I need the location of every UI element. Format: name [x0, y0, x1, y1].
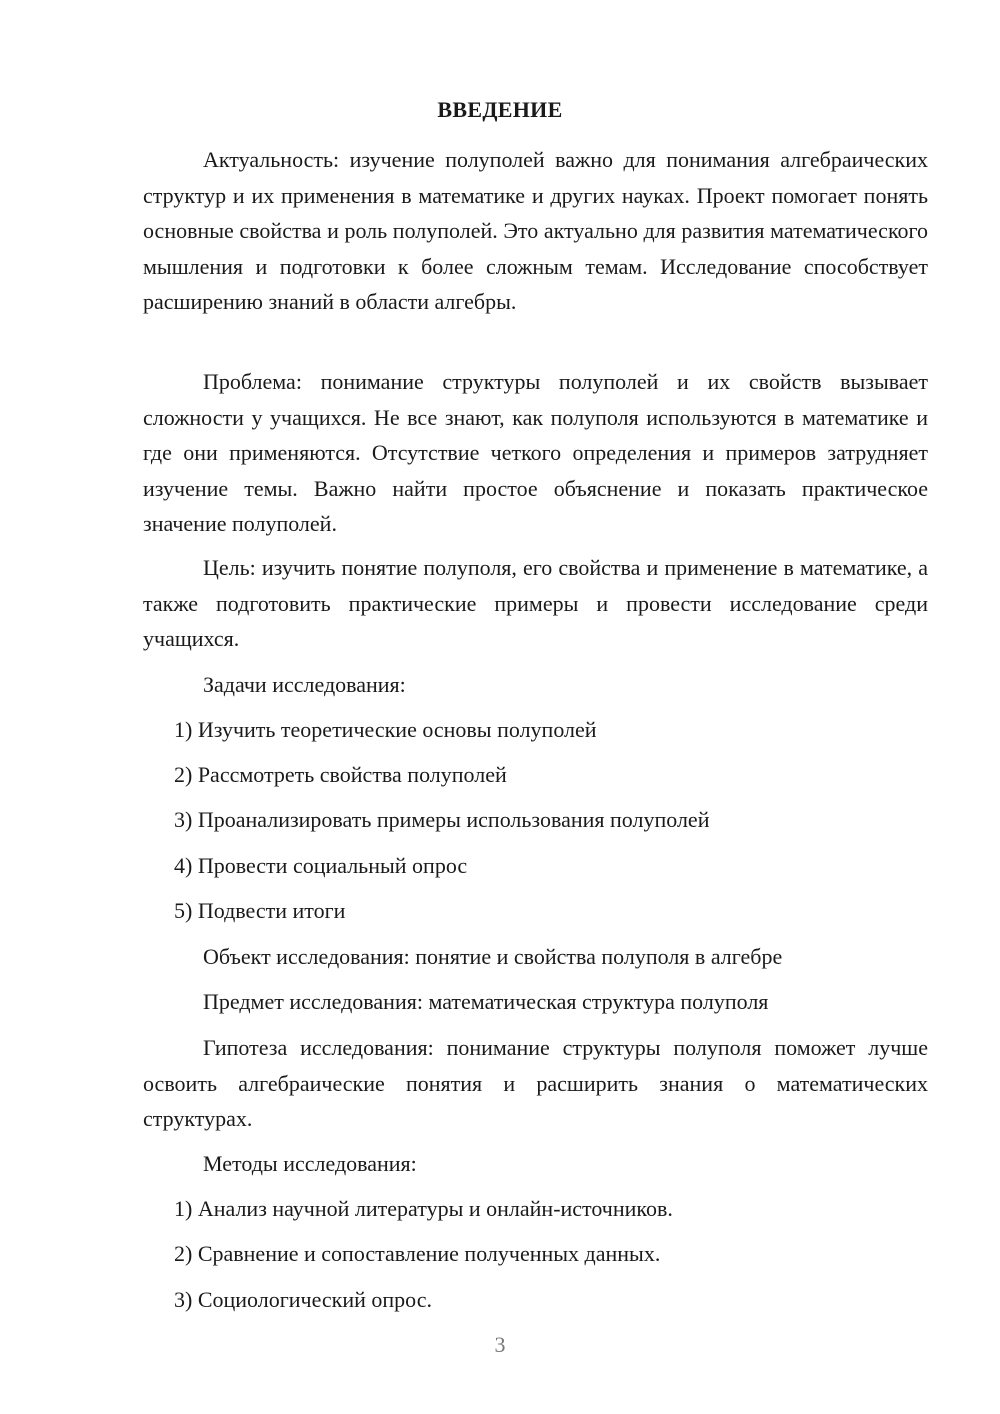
page-title: ВВЕДЕНИЕ [437, 97, 563, 122]
goal-paragraph: Цель: изучить понятие полуполя, его свойства и применение в математике, а также подготовить практические примеры и провести исследование среди учащихся. [143, 555, 928, 651]
subject-line: Предмет исследования: математическая структура полуполя [203, 989, 769, 1014]
method-item: 3) Социологический опрос. [174, 1287, 432, 1312]
method-item: 2) Сравнение и сопоставление полученных данных. [174, 1241, 661, 1266]
object-line: Объект исследования: понятие и свойства полуполя в алгебре [203, 944, 783, 969]
task-item: 1) Изучить теоретические основы полуполей [174, 717, 597, 742]
methods-heading: Методы исследования: [203, 1151, 417, 1176]
problem-paragraph: Проблема: понимание структуры полуполей и их свойств вызывает сложности у учащихся. Не все знают, как полуполя используются в математике и где они применяются. Отсутствие четкого определения и примеров затрудняет изучение темы. Важно найти простое объяснение и показать практическое значение полуполей. [143, 369, 928, 536]
task-item: 5) Подвести итоги [174, 898, 346, 923]
method-item: 1) Анализ научной литературы и онлайн-источников. [174, 1196, 673, 1221]
tasks-heading: Задачи исследования: [203, 672, 406, 697]
task-item: 2) Рассмотреть свойства полуполей [174, 762, 507, 787]
relevance-paragraph: Актуальность: изучение полуполей важно для понимания алгебраических структур и их применения в математике и других науках. Проект помогает понять основные свойства и роль полуполей. Это актуально для развития математического мышления и подготовки к более сложным темам. Исследование способствует расширению знаний в области алгебры. [143, 147, 928, 314]
hypothesis-paragraph: Гипотеза исследования: понимание структуры полуполя поможет лучше освоить алгебраические понятия и расширить знания о математических структурах. [143, 1035, 928, 1131]
task-item: 4) Провести социальный опрос [174, 853, 468, 878]
task-item: 3) Проанализировать примеры использования полуполей [174, 807, 710, 832]
page-number: 3 [494, 1332, 506, 1357]
